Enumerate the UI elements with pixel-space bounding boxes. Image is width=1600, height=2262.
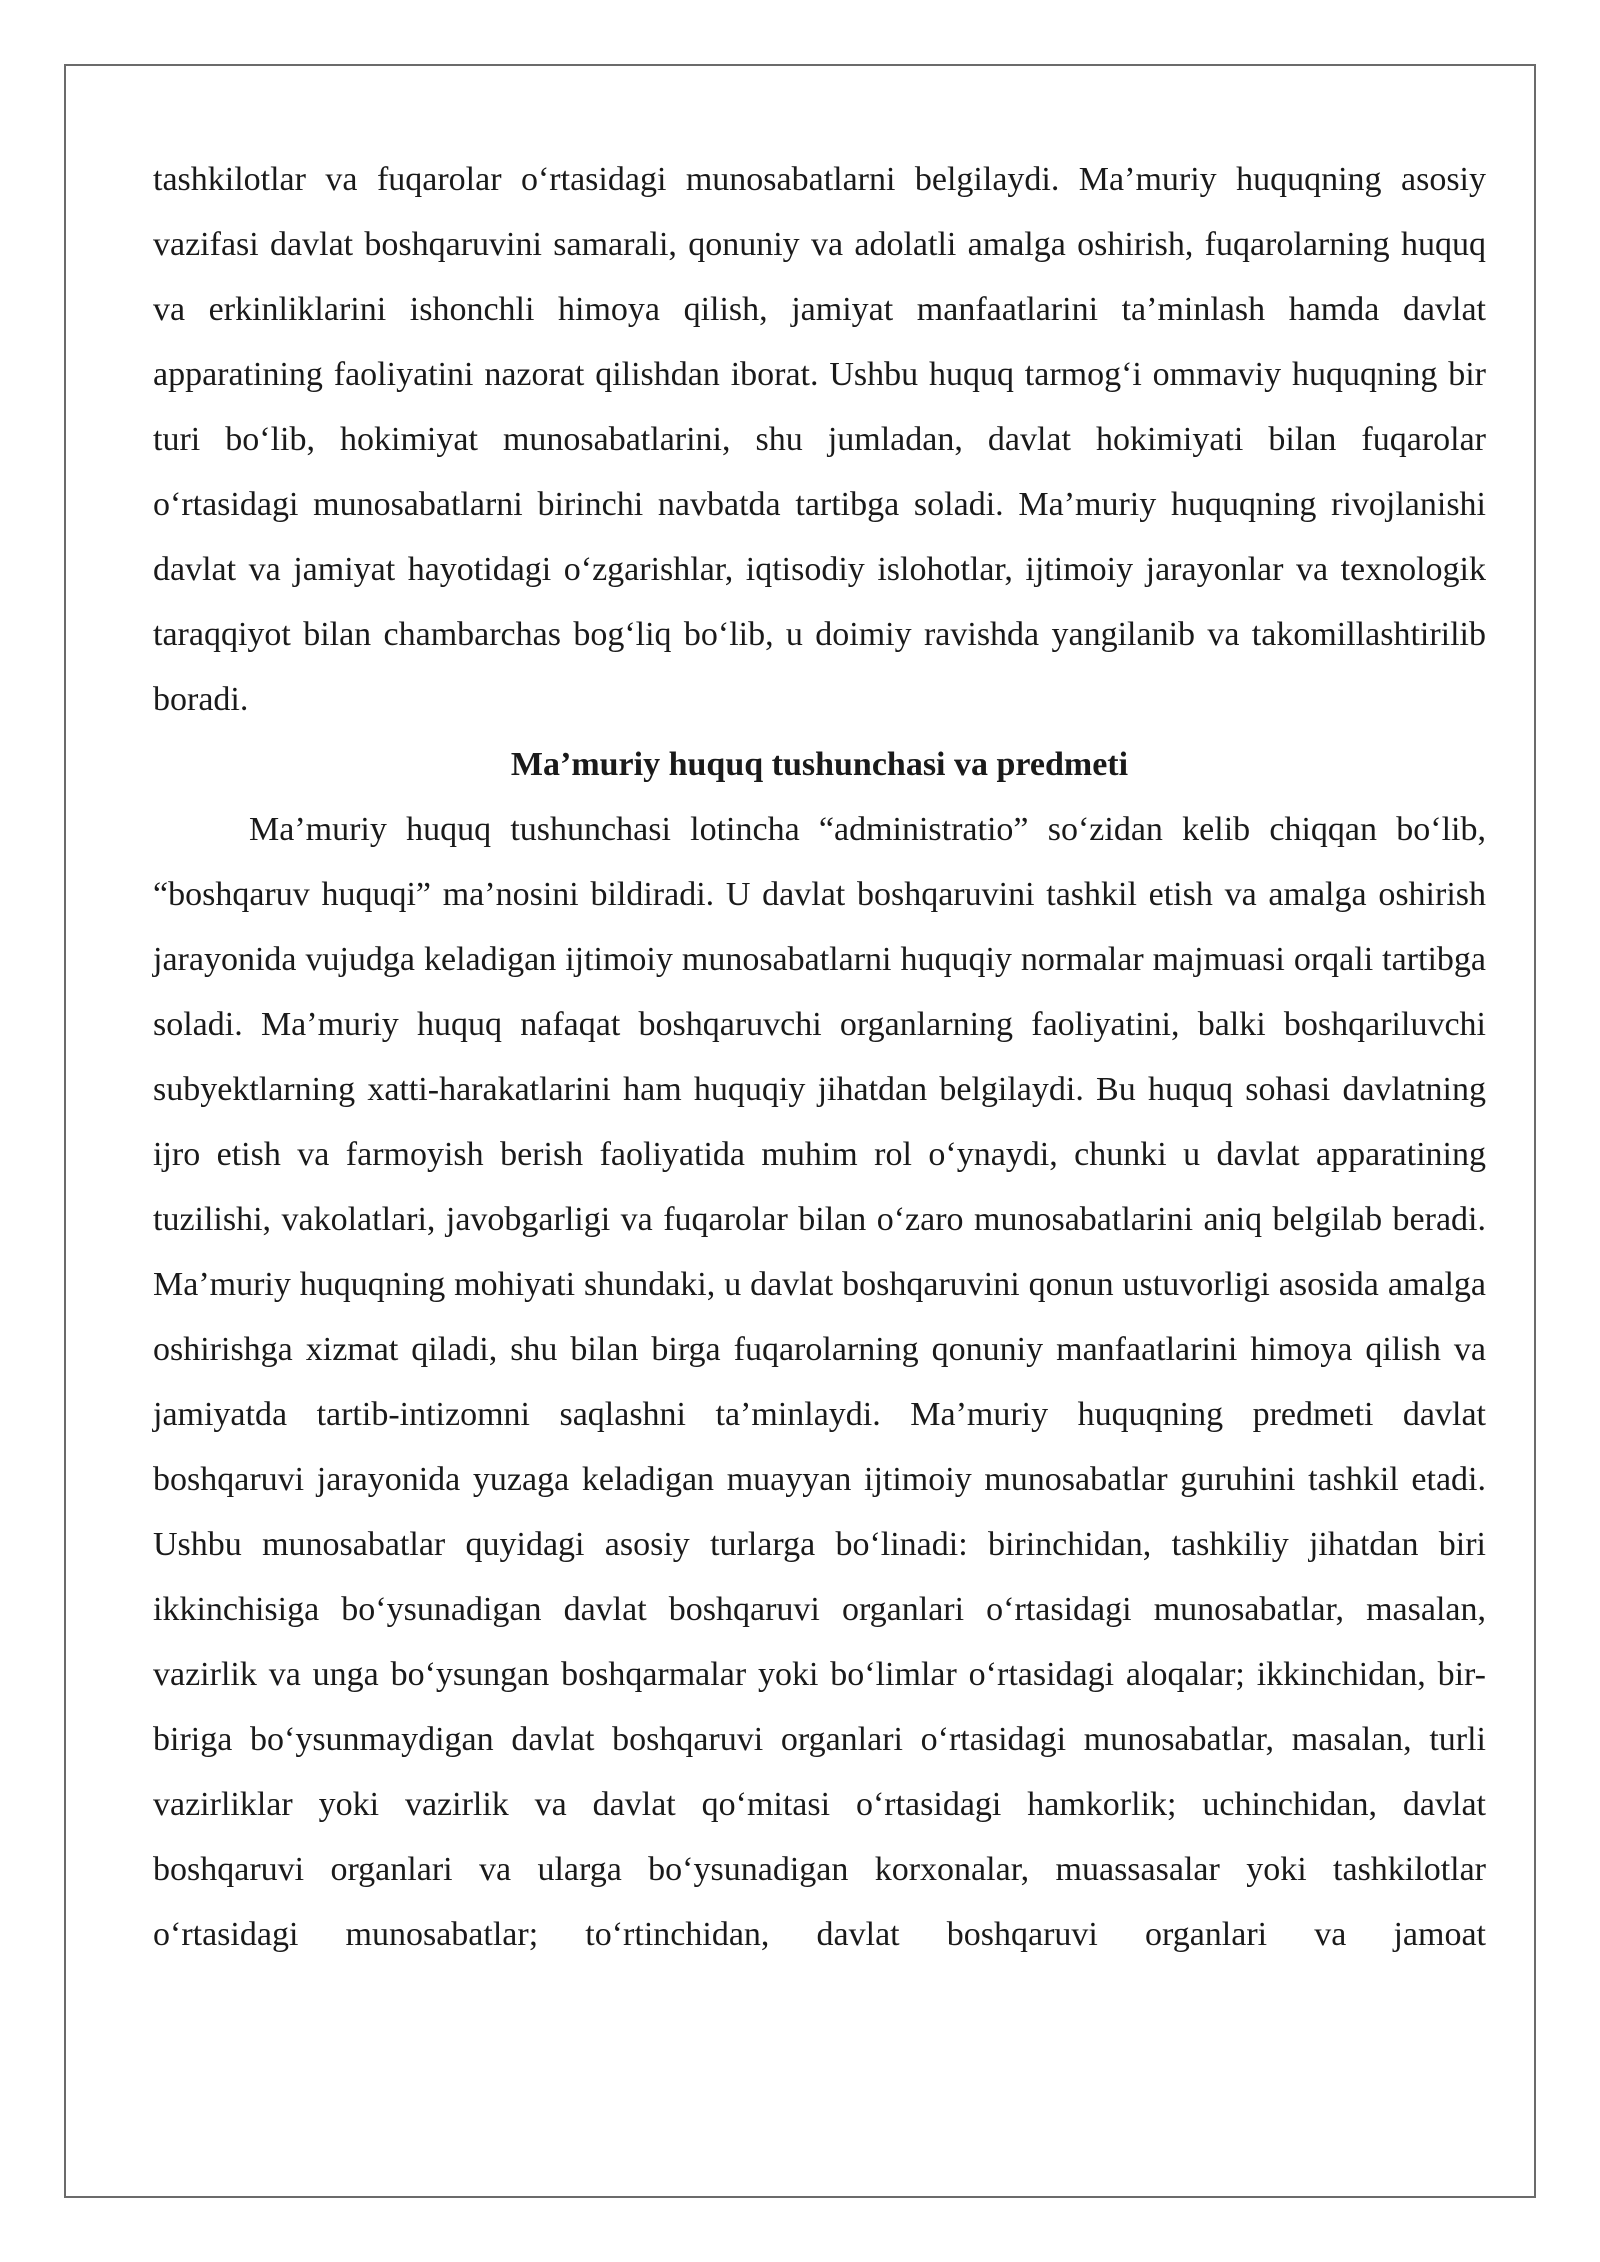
paragraph-continuation: tashkilotlar va fuqarolar o‘rtasidagi munosabatlarni belgilaydi. Ma’muriy huquqning asosiy vazifasi davlat boshqaruvini samarali, qonuniy va adolatli amalga oshirish, fuqarolarning huquq va erkinliklarini ishonchli himoya qilish, jamiyat manfaatlarini ta’minlash hamda davlat apparatining faoliyatini nazorat qilishdan iborat. Ushbu huquq tarmog‘i ommaviy huquqning bir turi bo‘lib, hokimiyat munosabatlarini, shu jumladan, davlat hokimiyati bilan fuqarolar o‘rtasidagi munosabatlarni birinchi navbatda tartibga soladi. Ma’muriy huquqning rivojlanishi davlat va jamiyat hayotidagi o‘zgarishlar, iqtisodiy islohotlar, ijtimoiy jarayonlar va texnologik taraqqiyot bilan chambarchas bog‘liq bo‘lib, u doimiy ravishda yangilanib va takomillashtirilib boradi. xyxy=(153,161,1486,718)
paragraph-main: Ma’muriy huquq tushunchasi lotincha “administratio” so‘zidan kelib chiqqan bo‘lib, “boshqaruv huquqi” ma’nosini bildiradi. U davlat boshqaruvini tashkil etish va amalga oshirish jarayonida vujudga keladigan ijtimoiy munosabatlarni huquqiy normalar majmuasi orqali tartibga soladi. Ma’muriy huquq nafaqat boshqaruvchi organlarning faoliyatini, balki boshqariluvchi subyektlarning xatti-harakatlarini ham huquqiy jihatdan belgilaydi. Bu huquq sohasi davlatning ijro etish va farmoyish berish faoliyatida muhim rol o‘ynaydi, chunki u davlat apparatining tuzilishi, vakolatlari, javobgarligi va fuqarolar bilan o‘zaro munosabatlarini aniq belgilab beradi. Ma’muriy huquqning mohiyati shundaki, u davlat boshqaruvini qonun ustuvorligi asosida amalga oshirishga xizmat qiladi, shu bilan birga fuqarolarning qonuniy manfaatlarini himoya qilish va jamiyatda tartib-intizomni saqlashni ta’minlaydi. Ma’muriy huquqning predmeti davlat boshqaruvi jarayonida yuzaga keladigan muayyan ijtimoiy munosabatlar guruhini tashkil etadi. Ushbu munosabatlar quyidagi asosiy turlarga bo‘linadi: birinchidan, tashkiliy jihatdan biri ikkinchisiga bo‘ysunadigan davlat boshqaruvi organlari o‘rtasidagi munosabatlar, masalan, vazirlik va unga bo‘ysungan boshqarmalar yoki bo‘limlar o‘rtasidagi aloqalar; ikkinchidan, bir-biriga bo‘ysunmaydigan davlat boshqaruvi organlari o‘rtasidagi munosabatlar, masalan, turli vazirliklar yoki vazirlik va davlat qo‘mitasi o‘rtasidagi hamkorlik; uchinchidan, davlat boshqaruvi organlari va ularga bo‘ysunadigan korxonalar, muassasalar yoki tashkilotlar o‘rtasidagi munosabatlar; to‘rtinchidan, davlat boshqaruvi organlari va jamoat xyxy=(153,811,1486,1953)
document-body xyxy=(153,147,1486,1967)
section-heading: Ma’muriy huquq tushunchasi va predmeti xyxy=(510,746,1129,783)
